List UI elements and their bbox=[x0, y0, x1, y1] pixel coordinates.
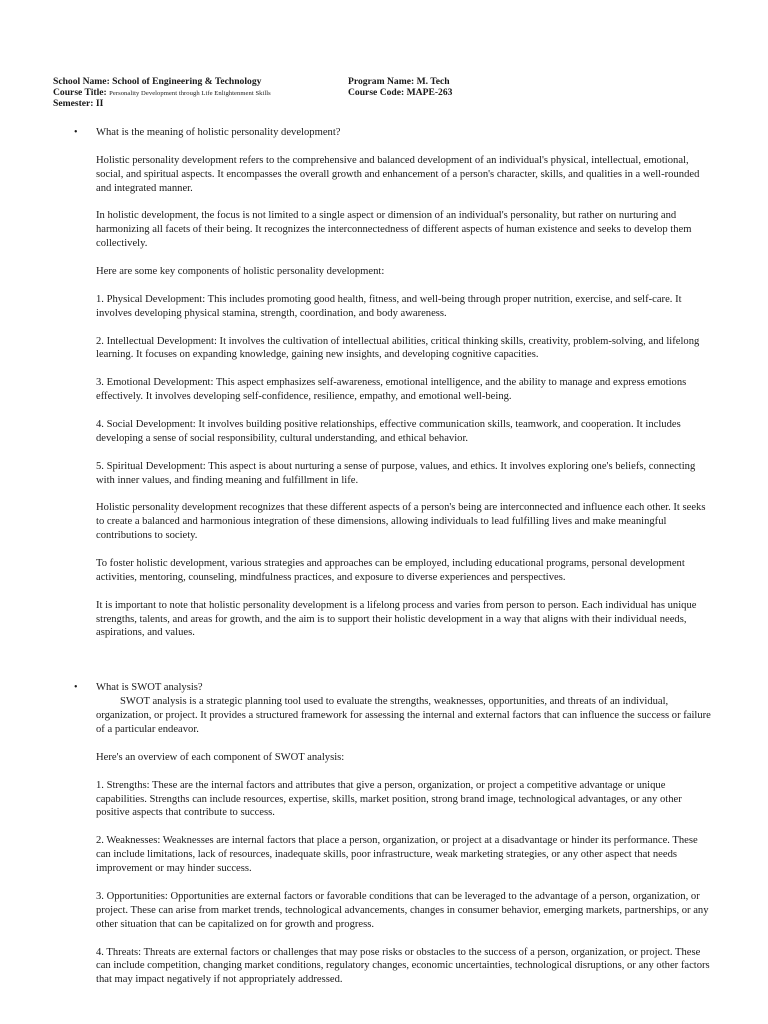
section1-paragraph: 3. Emotional Development: This aspect emphasizes self-awareness, emotional intelligence, and the ability to manage and express emotions effectively. It involves developing self-confidence, resilience, empathy, and emotional well-being. bbox=[96, 377, 687, 403]
program-name: Program Name: M. Tech bbox=[348, 76, 450, 87]
section1-paragraph: 5. Spiritual Development: This aspect is about nurturing a sense of purpose, values, and ethics. It involves exploring one's beliefs, connecting with inner values, and finding meaning and fulfillment in life. bbox=[96, 460, 696, 486]
school-name-value: School of Engineering & Technology bbox=[112, 76, 262, 87]
section1-paragraph: To foster holistic development, various strategies and approaches can be employed, including educational programs, personal development activities, mentoring, counseling, mindfulness practices, and exposure to diverse experiences and perspectives. bbox=[96, 557, 685, 583]
program-name-value: M. Tech bbox=[416, 76, 450, 87]
course-header bbox=[53, 77, 713, 110]
section2-intro: SWOT analysis is a strategic planning tool used to evaluate the strengths, weaknesses, opportunities, and threats of an individual, organization, or project. It provides a structured framework for assessing the internal and external factors that can influence the success or failure of a particular endeavor. bbox=[96, 696, 711, 736]
course-title-label: Course Title bbox=[53, 86, 104, 98]
section1-paragraph: 4. Social Development: It involves building positive relationships, effective communication skills, teamwork, and cooperation. It includes developing a sense of social responsibility, cultural understanding, and ethical behavior. bbox=[96, 418, 681, 444]
semester: Semester: II bbox=[53, 98, 104, 110]
section1-paragraph: Holistic personality development recognizes that these different aspects of a person's being are interconnected and influence each other. It seeks to create a balanced and harmonious integration of these dimensions, allowing individuals to lead fulfilling lives and make meaningful contributions to society. bbox=[96, 502, 706, 542]
question-1 bbox=[74, 126, 712, 140]
bullet-icon: • bbox=[74, 127, 78, 138]
header-row-3 bbox=[53, 99, 713, 110]
course-title: Course Title: Personality Development through Life Enlightenment Skills bbox=[53, 86, 271, 98]
section2-paragraph: 4. Threats: Threats are external factors or challenges that may pose risks or obstacles to the success of a person, organization, or project. These can include competition, changing market conditions, regulatory changes, economic uncertainties, technological disruptions, or any other factors that may impact negatively if not appropriately addressed. bbox=[96, 946, 710, 986]
section1-paragraph: It is important to note that holistic personality development is a lifelong process and varies from person to person. Each individual has unique strengths, talents, and areas for growth, and the aim is to support their holistic development in a way that aligns with their individual needs, aspirations, and values. bbox=[96, 599, 697, 639]
section1-paragraph: 1. Physical Development: This includes promoting good health, fitness, and well-being through proper nutrition, exercise, and self-care. It involves developing physical stamina, strength, coordination, and body awareness. bbox=[96, 293, 682, 319]
section1-paragraph: 2. Intellectual Development: It involves the cultivation of intellectual abilities, critical thinking skills, creativity, problem-solving, and lifelong learning. It focuses on expanding knowledge, gaining new insights, and developing cognitive capacities. bbox=[96, 335, 700, 361]
section1-paragraph: Holistic personality development refers to the comprehensive and balanced development of an individual's physical, intellectual, emotional, social, and spiritual aspects. It encompasses the overall growth and enhancement of a person's character, skills, and qualities in a well-rounded and integrated manner. bbox=[96, 154, 700, 194]
course-code: Course Code: MAPE-263 bbox=[348, 86, 453, 98]
question-1-text: What is the meaning of holistic personality development? bbox=[96, 127, 341, 138]
section2-paragraph: 1. Strengths: These are the internal factors and attributes that give a person, organization, or project a competitive advantage or unique capabilities. Strengths can include resources, expertise, skills, market position, strong brand image, technological advantages, or any other positive aspects that contribute to success. bbox=[96, 779, 682, 819]
semester-value: II bbox=[95, 98, 104, 110]
course-code-label: Course Code bbox=[348, 86, 402, 98]
question-2 bbox=[74, 681, 712, 695]
section1-paragraph: In holistic development, the focus is not limited to a single aspect or dimension of an individual's personality, but rather on nurturing and harmonizing all facets of their being. It recognizes the interconnectedness of different aspects of human existence and seeks to develop them collectively. bbox=[96, 210, 692, 250]
program-name-label: Program Name bbox=[348, 76, 411, 87]
school-name-label: School Name bbox=[53, 76, 107, 87]
course-title-value: Personality Development through Life Enlightenment Skills bbox=[109, 89, 271, 97]
section1-paragraph: Here are some key components of holistic personality development: bbox=[96, 266, 385, 278]
document-body bbox=[74, 126, 712, 987]
section2-paragraph: 2. Weaknesses: Weaknesses are internal factors that place a person, organization, or project at a disadvantage or hinder its performance. These can include limitations, lack of resources, inadequate skills, poor infrastructure, weak marketing strategies, or any other aspect that needs improvement or may hinder success. bbox=[96, 835, 698, 875]
bullet-icon: • bbox=[74, 682, 78, 694]
semester-label: Semester bbox=[53, 98, 91, 110]
section2-paragraph: Here's an overview of each component of SWOT analysis: bbox=[96, 751, 345, 763]
school-name: School Name: School of Engineering & Technology bbox=[53, 76, 262, 87]
course-code-value: MAPE-263 bbox=[406, 86, 453, 98]
section2-paragraph: 3. Opportunities: Opportunities are external factors or favorable conditions that can be leveraged to the advantage of a person, organization, or project. These can arise from market trends, technological advancements, changes in consumer behavior, emerging markets, partnerships, or any other situation that can be capitalized on for growth and progress. bbox=[96, 890, 709, 930]
question-2-text: What is SWOT analysis? bbox=[96, 682, 203, 694]
header-row-2 bbox=[53, 88, 713, 100]
